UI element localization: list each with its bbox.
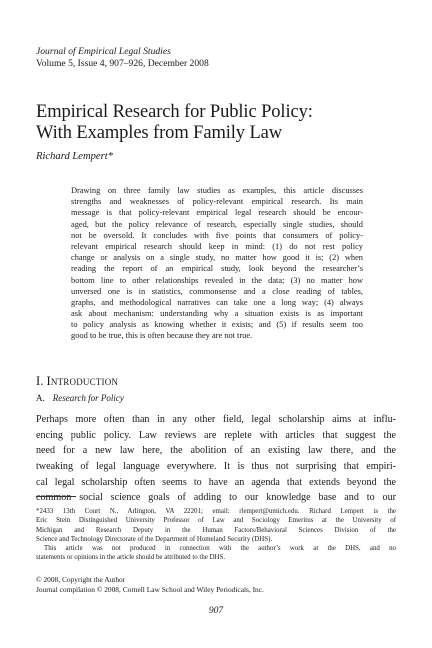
- article-title-line: Empirical Research for Public Policy:: [36, 102, 313, 122]
- body-line: common social science goals of adding to our knowledge base and to our: [36, 492, 396, 504]
- subsection-title: Research for Policy: [52, 393, 124, 403]
- article-title: [36, 102, 406, 144]
- section-title: Introduction: [46, 374, 119, 388]
- journal-name: Journal of Empirical Legal Studies: [36, 46, 171, 57]
- copyright-line: Journal compilation © 2008, Cornell Law School and Wiley Periodicals, Inc.: [36, 584, 264, 594]
- article-author: Richard Lempert*: [36, 151, 113, 162]
- abstract-line: unversed one is in statistics, commonsense and a close reading of tables,: [71, 286, 363, 296]
- article-title-line: With Examples from Family Law: [36, 123, 283, 143]
- abstract-line: aged, but the policy relevance of research, especially single studies, should: [71, 219, 363, 229]
- abstract-line: change or analysis on a single study, no matter how good it is; (2) when: [71, 253, 363, 263]
- section-number: I.: [36, 374, 44, 388]
- body-line: encing public policy. Law reviews are replete with articles that suggest the: [36, 429, 396, 441]
- journal-volume-line: Volume 5, Issue 4, 907–926, December 2008: [36, 58, 209, 69]
- footnote-line: Science and Technology Directorate of the Department of Homeland Security (DHS).: [36, 535, 273, 543]
- footnote-line: Eric Stein Distinguished University Professor of Law and Sociology Emeritus at the University of: [36, 517, 396, 525]
- body-line: need for a new law here, the abolition of an existing law there, and the: [36, 445, 396, 457]
- abstract: [71, 185, 363, 342]
- abstract-line: strengths and weaknesses of policy-relevant empirical research. Its main: [71, 197, 363, 207]
- abstract-line: good to be true, this is often because they are not true.: [71, 331, 253, 341]
- abstract-line: message is that policy-relevant empirical legal research should be encour-: [71, 208, 363, 218]
- copyright-notice: [36, 575, 264, 594]
- abstract-line: ask about mechanism: understanding why a situation exists is as important: [71, 309, 363, 319]
- body-paragraph: [36, 412, 396, 506]
- abstract-line: reading the report of an empirical study, look beyond the researcher’s: [71, 264, 363, 274]
- footnote-line: statements or opinions in the article should be attributed to the DHS.: [36, 554, 226, 562]
- subsection-heading: [36, 393, 124, 404]
- footnotes: [36, 507, 396, 563]
- copyright-line: © 2008, Copyright the Author: [36, 575, 126, 584]
- abstract-line: graphs, and methodological narratives can take one a long way; (4) always: [71, 297, 363, 307]
- section-heading: [36, 374, 118, 389]
- body-line: Perhaps more often than in any other field, legal scholarship aims at influ-: [36, 414, 396, 425]
- footnote-line: *2433 13th Court N., Arlington, VA 22201; email: rlempert@umich.edu. Richard Lempert is the: [36, 508, 396, 515]
- subsection-letter: A.: [36, 393, 45, 403]
- abstract-line: not be oversold. It concludes with five points that consumers of policy-: [71, 230, 363, 240]
- body-line: tweaking of legal language everywhere. It is thus not surprising that empiri-: [36, 461, 396, 473]
- abstract-line: Drawing on three family law studies as examples, this article discusses: [71, 186, 363, 195]
- abstract-line: relevant empirical research should keep in mind: (1) do not rest policy: [71, 241, 363, 251]
- footnote-rule: [36, 496, 76, 497]
- abstract-line: bottom line to other relationships revealed in the data; (3) no matter how: [71, 275, 363, 285]
- footnote-line: Michigan and Research Deputy in the Human Factors/Behavioral Sciences Division of the: [36, 526, 396, 534]
- body-line: cal legal scholarship often seems to have an agenda that extends beyond the: [36, 476, 396, 488]
- footnote-line: This article was not produced in connection with the author’s work at the DHS, and no: [44, 545, 396, 553]
- page-number: 907: [208, 606, 224, 616]
- abstract-line: to policy analysis as knowing whether it exists; and (5) if results seem too: [71, 320, 363, 330]
